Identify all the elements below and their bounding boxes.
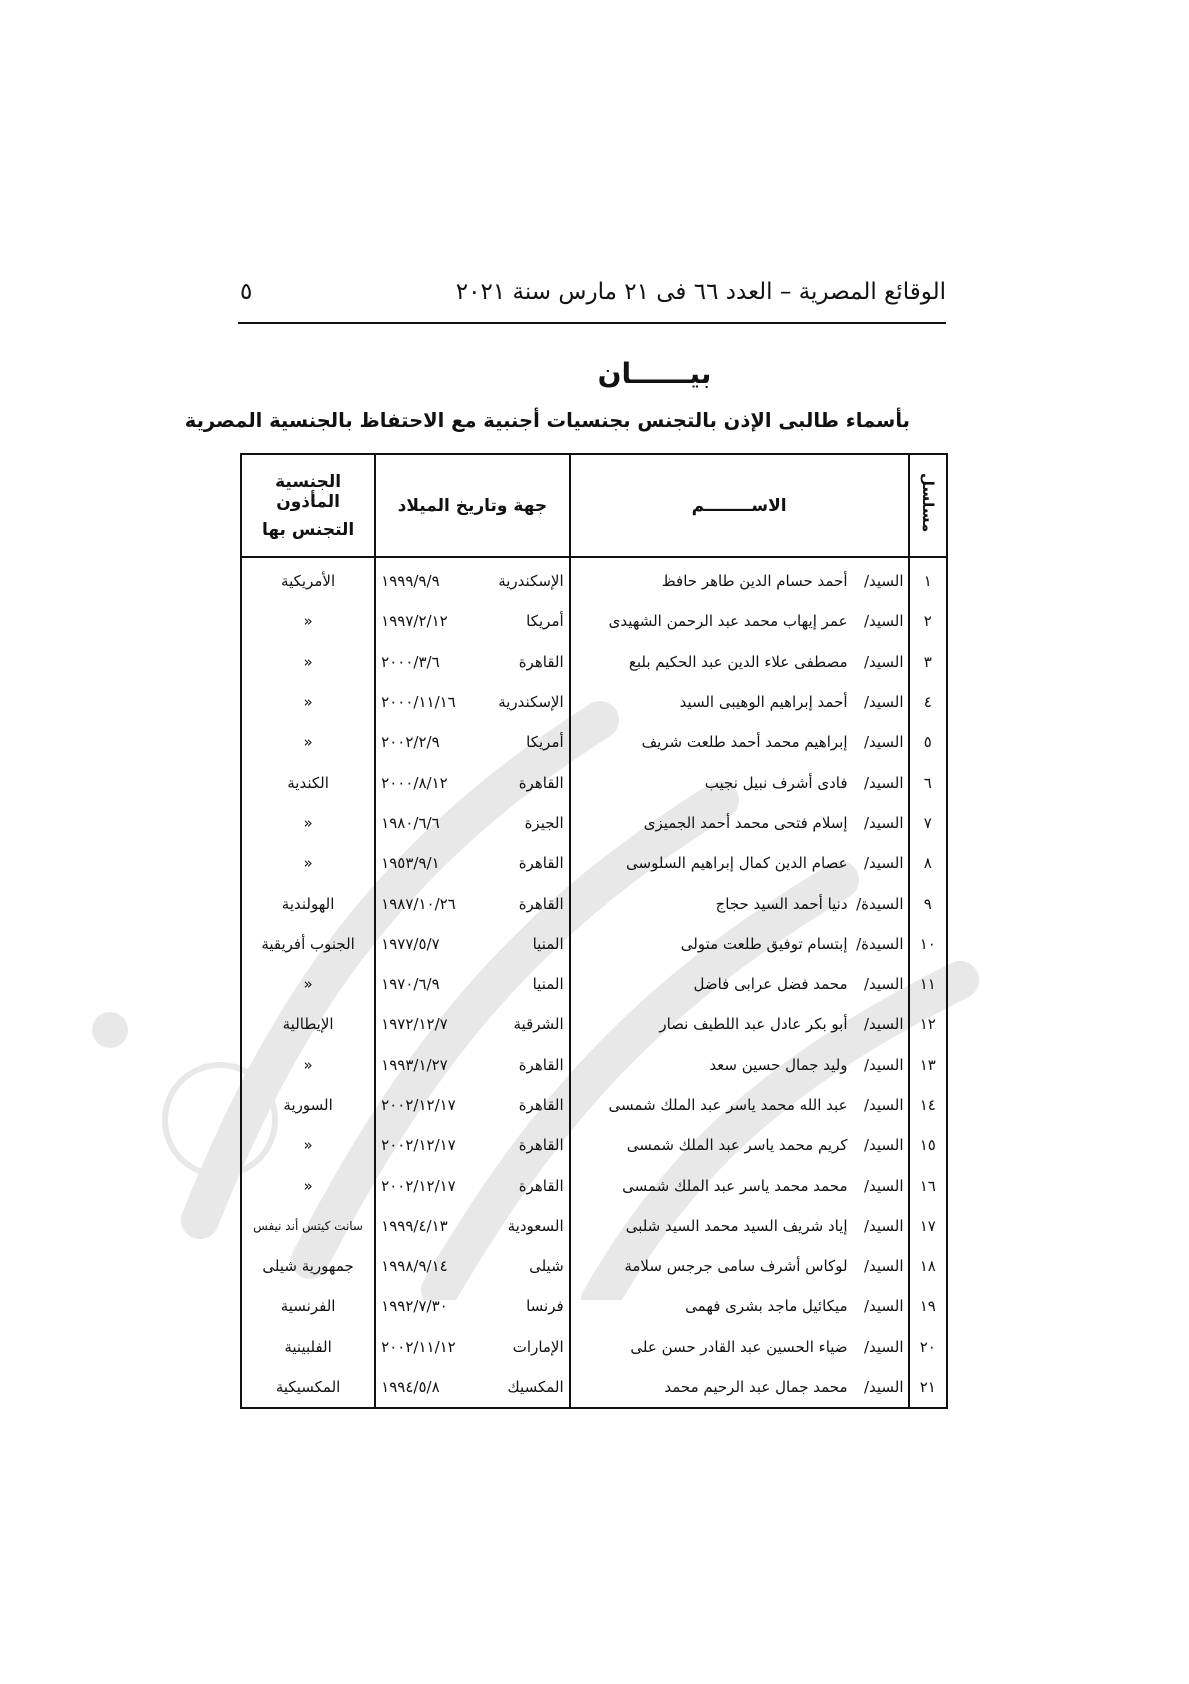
row-birth-place: الجيزة <box>524 813 564 832</box>
row-honorific: السيد/ <box>863 1176 904 1195</box>
row-serial: ٤ <box>909 682 947 722</box>
row-nationality: جمهورية شيلى <box>241 1246 375 1286</box>
row-birth-date: ١٩٩٢/٧/٣٠ <box>381 1297 448 1316</box>
row-full-name: عبد الله محمد ياسر عبد الملك شمسى <box>608 1096 848 1114</box>
naturalization-table <box>240 453 948 1409</box>
row-nationality: الإيطالية <box>241 1004 375 1044</box>
row-birth-place: أمريكا <box>526 612 564 631</box>
row-honorific: السيد/ <box>863 854 904 873</box>
row-nationality: « <box>241 1125 375 1165</box>
row-name-cell <box>570 1367 909 1408</box>
row-nationality: المكسيكية <box>241 1367 375 1408</box>
row-nationality: السورية <box>241 1085 375 1125</box>
row-serial: ٢١ <box>909 1367 947 1408</box>
row-full-name: ضياء الحسين عبد القادر حسن على <box>630 1337 848 1356</box>
row-serial: ٢ <box>909 601 947 641</box>
document-subtitle: بأسماء طالبى الإذن بالتجنس بجنسيات أجنبية مع الاحتفاظ بالجنسية المصرية <box>184 409 910 432</box>
row-birth-cell <box>375 843 569 883</box>
row-birth-cell <box>375 557 569 601</box>
row-name-cell <box>570 1286 909 1326</box>
row-serial: ٩ <box>909 883 947 923</box>
table-row <box>241 1327 947 1367</box>
row-birth-date: ١٩٧٧/٥/٧ <box>381 934 440 953</box>
row-birth-date: ٢٠٠٠/٣/٦ <box>381 652 440 671</box>
table-row <box>241 1045 947 1085</box>
row-birth-cell <box>375 762 569 802</box>
row-birth-place: الإسكندرية <box>498 693 564 712</box>
row-birth-cell <box>375 803 569 843</box>
row-name-cell <box>570 1206 909 1246</box>
table-row <box>241 762 947 802</box>
page-header <box>240 272 946 312</box>
row-honorific: السيد/ <box>863 1096 904 1114</box>
row-full-name: محمد محمد ياسر عبد الملك شمسى <box>622 1176 848 1195</box>
header-birth: جهة وتاريخ الميلاد <box>375 454 569 557</box>
row-birth-date: ٢٠٠٢/١١/١٢ <box>381 1337 456 1356</box>
row-full-name: كريم محمد ياسر عبد الملك شمسى <box>626 1136 848 1155</box>
row-birth-cell <box>375 1165 569 1205</box>
table-row <box>241 843 947 883</box>
row-serial: ١٣ <box>909 1045 947 1085</box>
row-full-name: إبتسام توفيق طلعت متولى <box>680 934 848 953</box>
row-birth-date: ٢٠٠٢/١٢/١٧ <box>381 1136 456 1155</box>
row-birth-cell <box>375 1246 569 1286</box>
row-birth-place: القاهرة <box>518 652 564 671</box>
row-serial: ١٤ <box>909 1085 947 1125</box>
table-row <box>241 1004 947 1044</box>
row-name-cell <box>570 762 909 802</box>
row-honorific: السيد/ <box>863 1257 904 1276</box>
row-serial: ١٨ <box>909 1246 947 1286</box>
row-nationality: الفلبينية <box>241 1327 375 1367</box>
row-birth-place: المكسيك <box>507 1378 564 1397</box>
row-serial: ١٦ <box>909 1165 947 1205</box>
header-nationality-line1: الجنسية المأذون <box>275 471 342 512</box>
row-nationality: الفرنسية <box>241 1286 375 1326</box>
row-name-cell <box>570 1125 909 1165</box>
row-name-cell <box>570 1085 909 1125</box>
row-nationality: « <box>241 1045 375 1085</box>
row-serial: ١٩ <box>909 1286 947 1326</box>
table-row <box>241 1367 947 1408</box>
table-row <box>241 1125 947 1165</box>
row-name-cell <box>570 722 909 762</box>
row-serial: ٢٠ <box>909 1327 947 1367</box>
row-nationality: الكندية <box>241 762 375 802</box>
row-honorific: السيد/ <box>863 773 904 792</box>
table-row <box>241 1165 947 1205</box>
row-birth-date: ٢٠٠٢/٢/٩ <box>381 733 440 752</box>
row-full-name: ميكائيل ماجد بشرى فهمى <box>685 1297 848 1316</box>
row-birth-cell <box>375 964 569 1004</box>
row-honorific: السيد/ <box>863 1216 904 1235</box>
table-row <box>241 1206 947 1246</box>
row-honorific: السيدة/ <box>856 894 904 913</box>
row-birth-date: ١٩٩٧/٢/١٢ <box>381 612 448 631</box>
page-number: ٥ <box>240 279 253 305</box>
row-full-name: محمد فضل عرابى فاضل <box>693 975 848 994</box>
gazette-header-title: الوقائع المصرية – العدد ٦٦ فى ٢١ مارس سنة ٢٠٢١ <box>455 279 946 305</box>
row-nationality: « <box>241 601 375 641</box>
row-birth-date: ٢٠٠٠/٨/١٢ <box>381 773 448 792</box>
row-honorific: السيد/ <box>863 1055 904 1074</box>
row-birth-place: المنيا <box>532 975 564 994</box>
row-birth-place: شيلى <box>529 1257 564 1276</box>
row-serial: ١١ <box>909 964 947 1004</box>
row-birth-place: السعودية <box>507 1216 564 1235</box>
row-birth-cell <box>375 924 569 964</box>
row-name-cell <box>570 1246 909 1286</box>
row-birth-place: القاهرة <box>518 1176 564 1195</box>
row-honorific: السيد/ <box>863 1015 904 1034</box>
row-name-cell <box>570 843 909 883</box>
row-birth-place: القاهرة <box>518 894 564 913</box>
row-birth-place: القاهرة <box>518 854 564 873</box>
row-nationality: سانت كيتس أند نيفس <box>241 1206 375 1246</box>
row-birth-cell <box>375 722 569 762</box>
row-name-cell <box>570 883 909 923</box>
row-nationality: « <box>241 803 375 843</box>
document-title: بيــــــان <box>597 357 712 390</box>
row-serial: ١٧ <box>909 1206 947 1246</box>
table-row <box>241 924 947 964</box>
row-serial: ٨ <box>909 843 947 883</box>
row-full-name: محمد جمال عبد الرحيم محمد <box>664 1378 848 1397</box>
row-full-name: وليد جمال حسين سعد <box>709 1055 848 1074</box>
row-birth-cell <box>375 1367 569 1408</box>
row-birth-date: ١٩٩٩/٩/٩ <box>381 572 440 591</box>
row-name-cell <box>570 601 909 641</box>
row-honorific: السيد/ <box>863 652 904 671</box>
header-nationality <box>241 454 375 557</box>
row-name-cell <box>570 1165 909 1205</box>
row-birth-date: ٢٠٠٠/١١/١٦ <box>381 693 456 712</box>
row-birth-cell <box>375 1045 569 1085</box>
table-row <box>241 601 947 641</box>
row-serial: ١٠ <box>909 924 947 964</box>
table-row <box>241 557 947 601</box>
row-birth-date: ١٩٩٨/٩/١٤ <box>381 1257 448 1276</box>
row-nationality: الهولندية <box>241 883 375 923</box>
row-full-name: إبراهيم محمد أحمد طلعت شريف <box>641 733 848 752</box>
row-full-name: عصام الدين كمال إبراهيم السلوسى <box>626 854 848 873</box>
row-serial: ٦ <box>909 762 947 802</box>
row-serial: ١ <box>909 557 947 601</box>
row-honorific: السيد/ <box>863 612 904 631</box>
row-birth-date: ٢٠٠٢/١٢/١٧ <box>381 1176 456 1195</box>
row-birth-date: ١٩٩٣/١/٢٧ <box>381 1055 448 1074</box>
row-name-cell <box>570 924 909 964</box>
table-row <box>241 722 947 762</box>
row-name-cell <box>570 964 909 1004</box>
row-birth-cell <box>375 601 569 641</box>
table-header-row <box>241 454 947 557</box>
row-birth-place: القاهرة <box>518 1136 564 1155</box>
row-name-cell <box>570 803 909 843</box>
row-birth-cell <box>375 1206 569 1246</box>
row-name-cell <box>570 1327 909 1367</box>
row-full-name: إياد شريف السيد محمد السيد شلبى <box>625 1216 848 1235</box>
row-serial: ٣ <box>909 642 947 682</box>
row-nationality: الجنوب أفريقية <box>241 924 375 964</box>
row-birth-cell <box>375 1085 569 1125</box>
table-row <box>241 803 947 843</box>
row-birth-cell <box>375 682 569 722</box>
row-birth-place: أمريكا <box>526 733 564 752</box>
row-name-cell <box>570 682 909 722</box>
row-honorific: السيد/ <box>863 572 904 591</box>
row-name-cell <box>570 642 909 682</box>
row-honorific: السيد/ <box>863 813 904 832</box>
header-name: الاســــــــم <box>570 454 909 557</box>
row-birth-place: القاهرة <box>518 1096 564 1114</box>
row-birth-date: ١٩٨٧/١٠/٢٦ <box>381 894 456 913</box>
row-birth-place: الشرقية <box>513 1015 564 1034</box>
row-nationality: الأمريكية <box>241 557 375 601</box>
row-honorific: السيد/ <box>863 1297 904 1316</box>
row-birth-date: ١٩٥٣/٩/١ <box>381 854 440 873</box>
row-full-name: دنيا أحمد السيد حجاج <box>715 894 848 913</box>
row-honorific: السيد/ <box>863 975 904 994</box>
row-full-name: إسلام فتحى محمد أحمد الجميزى <box>643 813 848 832</box>
row-full-name: أحمد حسام الدين طاهر حافظ <box>661 572 848 591</box>
row-birth-cell <box>375 883 569 923</box>
table-row <box>241 642 947 682</box>
row-full-name: أبو بكر عادل عبد اللطيف نصار <box>659 1015 848 1034</box>
row-serial: ٥ <box>909 722 947 762</box>
row-birth-date: ٢٠٠٢/١٢/١٧ <box>381 1096 456 1114</box>
row-birth-cell <box>375 642 569 682</box>
row-name-cell <box>570 557 909 601</box>
row-birth-place: فرنسا <box>526 1297 564 1316</box>
header-rule <box>238 322 946 324</box>
table-row <box>241 964 947 1004</box>
row-birth-cell <box>375 1327 569 1367</box>
row-nationality: « <box>241 722 375 762</box>
row-birth-cell <box>375 1125 569 1165</box>
row-birth-cell <box>375 1286 569 1326</box>
row-serial: ٧ <box>909 803 947 843</box>
row-birth-place: القاهرة <box>518 773 564 792</box>
row-birth-place: الإمارات <box>512 1337 564 1356</box>
row-honorific: السيد/ <box>863 733 904 752</box>
row-nationality: « <box>241 843 375 883</box>
row-full-name: أحمد إبراهيم الوهيبى السيد <box>679 693 848 712</box>
row-full-name: عمر إيهاب محمد عبد الرحمن الشهيدى <box>608 612 848 631</box>
row-serial: ١٥ <box>909 1125 947 1165</box>
row-honorific: السيدة/ <box>856 934 904 953</box>
row-full-name: مصطفى علاء الدين عبد الحكيم بلبع <box>628 652 848 671</box>
table-row <box>241 1286 947 1326</box>
row-birth-place: المنيا <box>532 934 564 953</box>
table-row <box>241 1246 947 1286</box>
table-row <box>241 1085 947 1125</box>
table-row <box>241 883 947 923</box>
row-honorific: السيد/ <box>863 693 904 712</box>
table-row <box>241 682 947 722</box>
row-birth-place: القاهرة <box>518 1055 564 1074</box>
row-birth-date: ١٩٧٠/٦/٩ <box>381 975 440 994</box>
row-nationality: « <box>241 682 375 722</box>
row-serial: ١٢ <box>909 1004 947 1044</box>
header-serial: مسلسل <box>909 454 947 557</box>
row-birth-date: ١٩٩٤/٥/٨ <box>381 1378 440 1397</box>
row-birth-date: ١٩٨٠/٦/٦ <box>381 813 440 832</box>
row-name-cell <box>570 1045 909 1085</box>
row-full-name: لوكاس أشرف سامى جرجس سلامة <box>624 1257 848 1276</box>
row-nationality: « <box>241 964 375 1004</box>
row-honorific: السيد/ <box>863 1378 904 1397</box>
row-honorific: السيد/ <box>863 1136 904 1155</box>
row-name-cell <box>570 1004 909 1044</box>
row-birth-date: ١٩٩٩/٤/١٣ <box>381 1216 448 1235</box>
row-full-name: فادى أشرف نبيل نجيب <box>704 773 848 792</box>
row-birth-place: الإسكندرية <box>498 572 564 591</box>
row-nationality: « <box>241 642 375 682</box>
row-honorific: السيد/ <box>863 1337 904 1356</box>
row-birth-date: ١٩٧٢/١٢/٧ <box>381 1015 448 1034</box>
header-nationality-line2: التجنس بها <box>261 519 355 540</box>
row-birth-cell <box>375 1004 569 1044</box>
row-nationality: « <box>241 1165 375 1205</box>
